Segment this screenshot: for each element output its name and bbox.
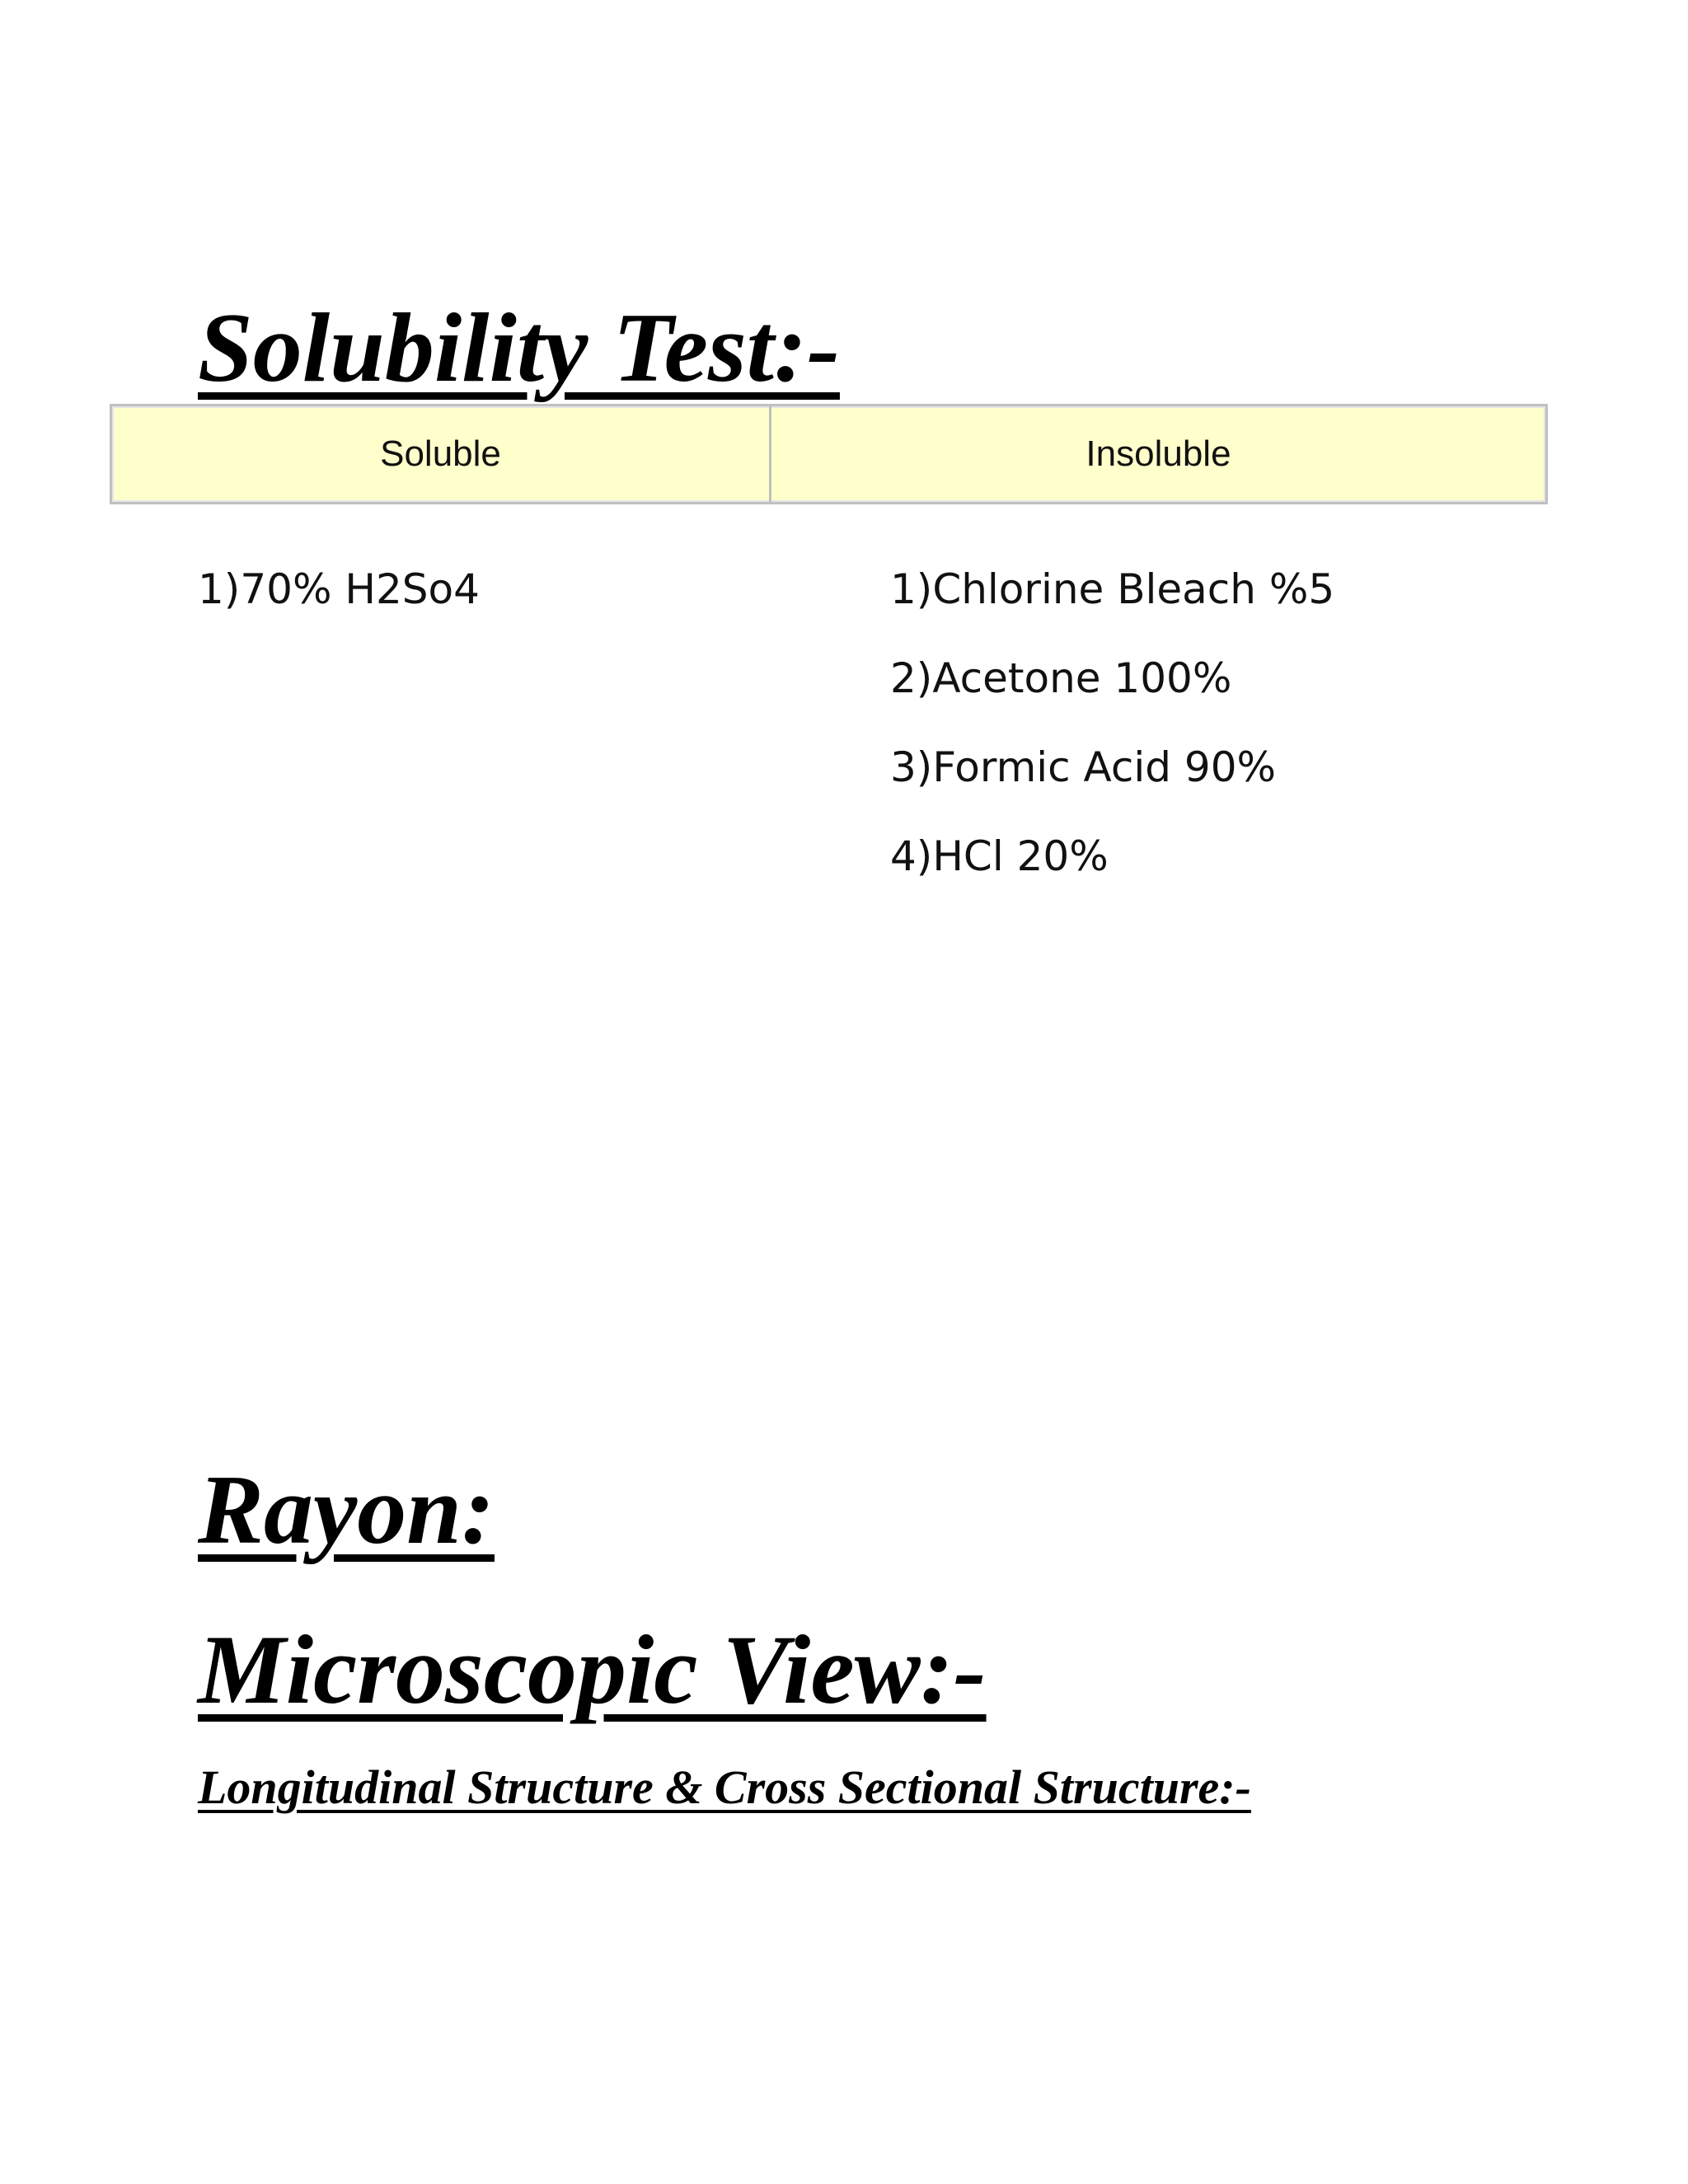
list-item: 1)70% H2So4: [198, 565, 480, 613]
solubility-table-header-row: [111, 405, 1547, 504]
insoluble-column-header: Insoluble: [771, 405, 1547, 504]
list-item: 4)HCl 20%: [890, 832, 1109, 880]
insoluble-list: [890, 565, 1335, 925]
solubility-test-heading: Solubility Test:-: [198, 293, 840, 402]
structure-subheading: Longitudinal Structure & Cross Sectional Structure:-: [198, 1760, 1251, 1814]
microscopic-view-heading: Microscopic View:-: [198, 1615, 987, 1724]
rayon-heading: Rayon:: [198, 1455, 495, 1564]
soluble-column-header: Soluble: [111, 405, 771, 504]
solubility-table: [110, 404, 1548, 504]
list-item: 3)Formic Acid 90%: [890, 743, 1277, 791]
soluble-list: [198, 565, 480, 658]
list-item: 1)Chlorine Bleach %5: [890, 565, 1335, 613]
list-item: 2)Acetone 100%: [890, 654, 1232, 702]
